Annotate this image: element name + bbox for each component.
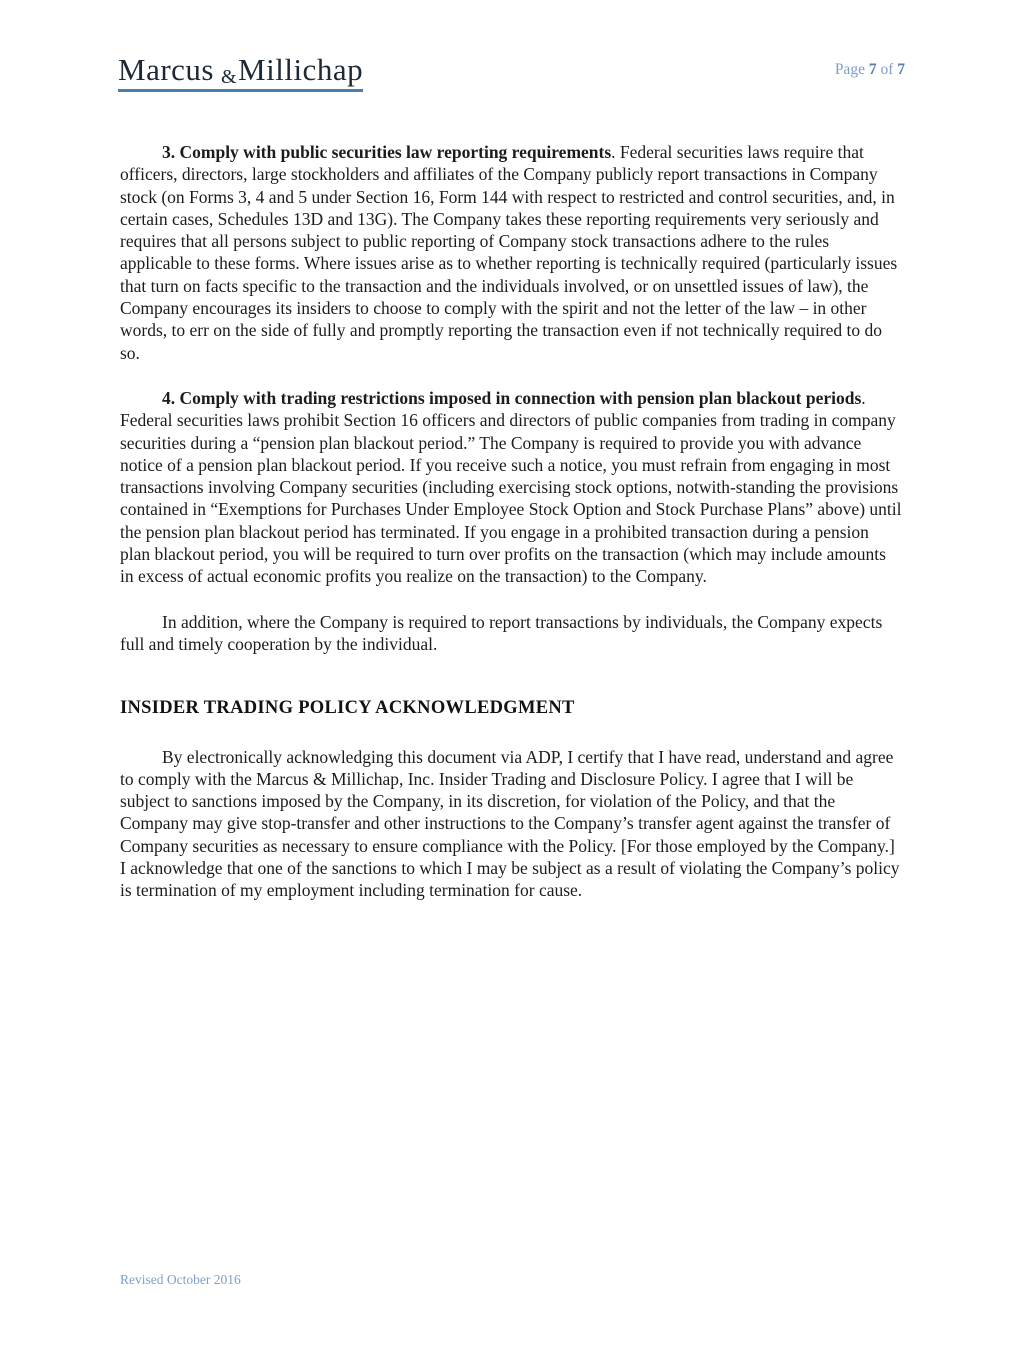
- logo-word-millichap: Millichap: [238, 52, 364, 87]
- paragraph-item-3: [120, 141, 903, 364]
- paragraph-acknowledgment: [120, 746, 903, 902]
- page-word: Page: [834, 61, 865, 78]
- paragraph-3-bold-lead: 3. Comply with public securities law reporting requirements: [162, 142, 612, 162]
- section-heading-acknowledgment: INSIDER TRADING POLICY ACKNOWLEDGMENT: [120, 698, 575, 719]
- footer-revision-note: Revised October 2016: [120, 1272, 241, 1287]
- paragraph-4-bold-lead: 4. Comply with trading restrictions imposed in connection with pension plan blackout periods: [162, 387, 862, 408]
- paragraph-item-4: [120, 387, 903, 588]
- logo-word-marcus: Marcus: [118, 52, 214, 87]
- paragraph-in-addition-text: In addition, where the Company is required to report transactions by individuals, the Company expects full and timely cooperation by the individual.: [120, 611, 883, 654]
- paragraph-3-text: . Federal securities laws require that officers, directors, large stockholders and affiliates of the Company publicly report transactions in Company stock (on Forms 3, 4 and 5 under Section 16, Form 144 with respect to restricted and control securities, and, in certain cases, Schedules 13D and 13G). The Company takes these reporting requirements very seriously and requires that all persons subject to public reporting of Company stock transactions adhere to the rules applicable to these forms. Where issues arise as to whether reporting is technically required (particularly issues that turn on facts specific to the transaction and the individuals involved, or on unsettled issues of law), the Company encourages its insiders to choose to comply with the spirit and not the letter of the law – in other words, to err on the side of fully and promptly reporting the transaction even if not technically required to do so.: [120, 142, 898, 363]
- logo-ampersand: &: [220, 66, 238, 88]
- page-number-label: [835, 61, 905, 79]
- page-number-current: 7: [868, 61, 877, 78]
- paragraph-4-text: . Federal securities laws prohibit Section 16 officers and directors of public companies from trading in company securities during a “pension plan blackout period.” The Company is required to provide you with advance notice of a pension plan blackout period. If you receive such a notice, you must refrain from engaging in most transactions involving Company securities (including exercising stock options, notwith-standing the provisions contained in “Exemptions for Purchases Under Employee Stock Option and Stock Purchase Plans” above) until the pension plan blackout period has terminated. If you engage in a prohibited transaction during a pension plan blackout period, you will be required to turn over profits on the transaction (which may include amounts in excess of actual economic profits you realize on the transaction) to the Company.: [120, 387, 902, 587]
- paragraph-in-addition: [120, 611, 903, 656]
- page-number-total: 7: [897, 61, 905, 78]
- logo-text: [118, 52, 364, 88]
- logo-underline-rule: [118, 89, 363, 92]
- marcus-millichap-logo: [118, 54, 363, 92]
- document-body: [120, 141, 903, 925]
- paragraph-acknowledgment-text: By electronically acknowledging this document via ADP, I certify that I have read, understand and agree to comply with the Marcus & Millichap, Inc. Insider Trading and Disclosure Policy. I agree that I will be subject to sanctions imposed by the Company, in its discretion, for violation of the Policy, and that the Company may give stop-transfer and other instructions to the Company’s transfer agent against the transfer of Company securities as necessary to ensure compliance with the Policy. [For those employed by the Company.] I acknowledge that one of the sanctions to which I may be subject as a result of violating the Company’s policy is termination of my employment including termination for cause.: [120, 746, 900, 901]
- page-of-word: of: [880, 61, 894, 78]
